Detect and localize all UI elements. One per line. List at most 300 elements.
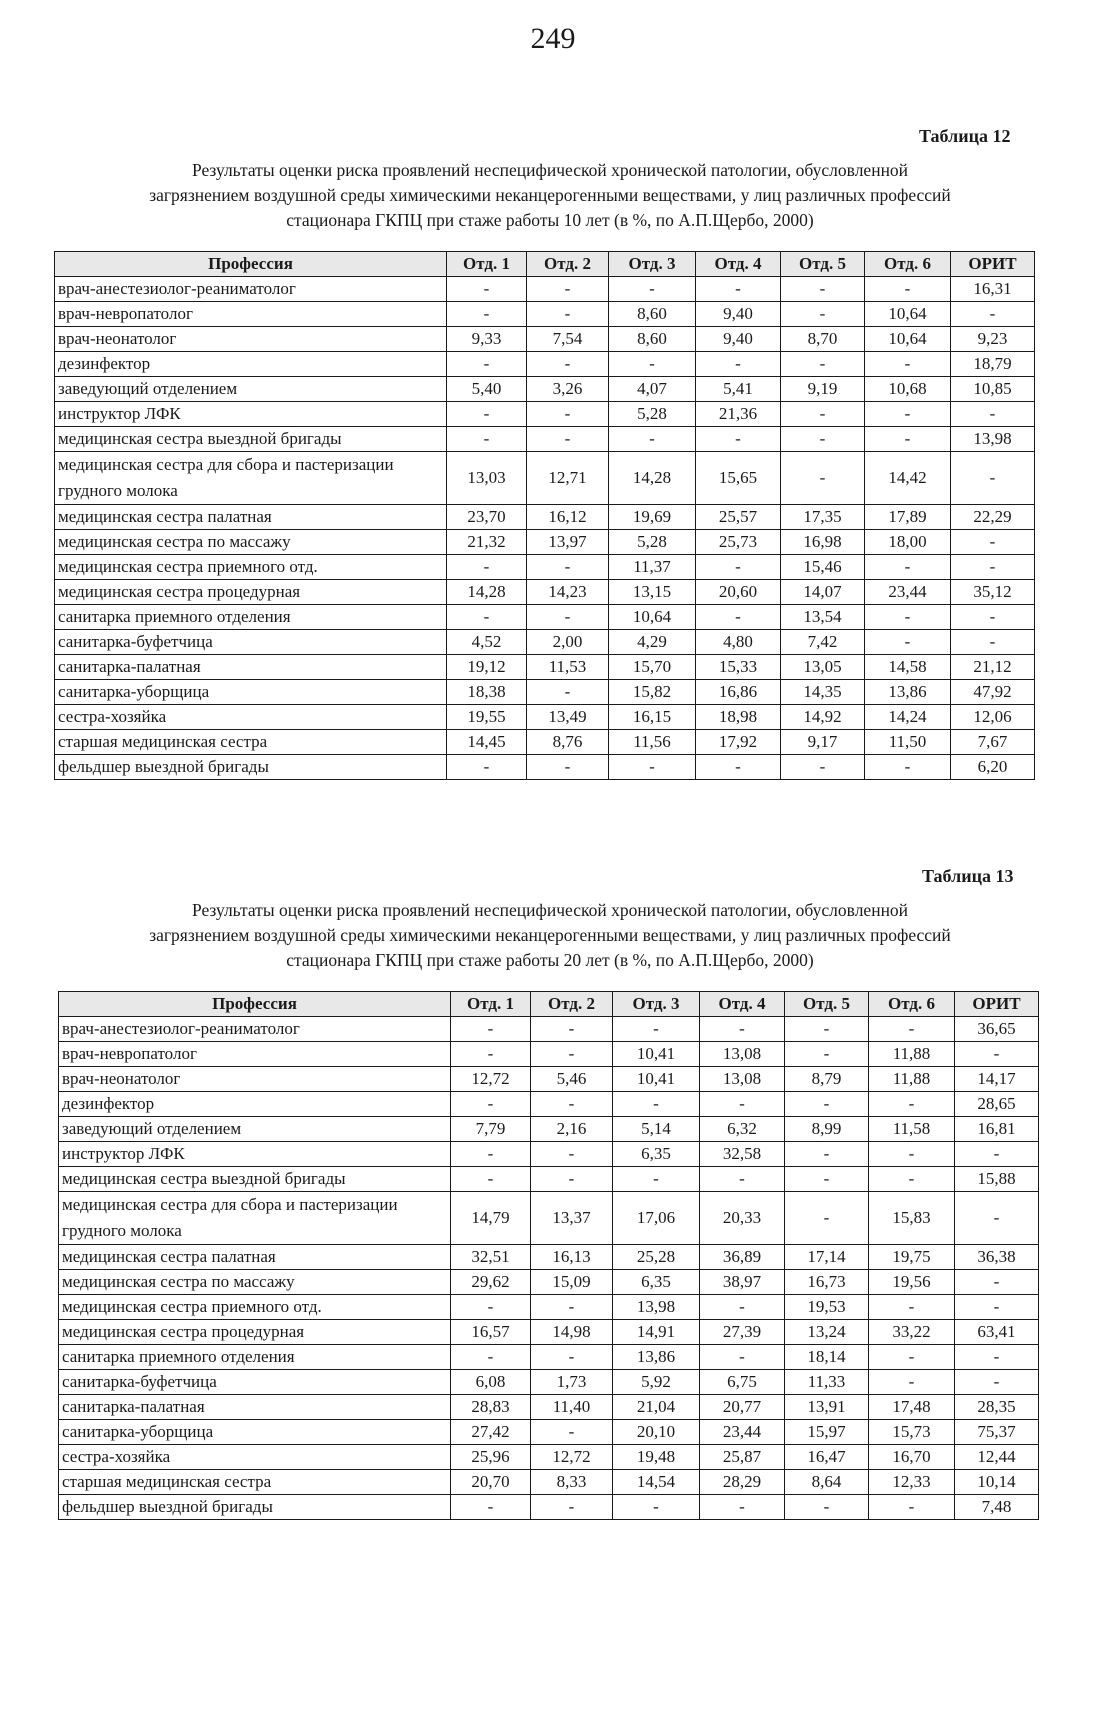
value-cell: 33,22 <box>869 1320 955 1345</box>
value-cell: 19,48 <box>613 1445 700 1470</box>
value-cell: 20,70 <box>451 1470 531 1495</box>
value-cell: 5,28 <box>609 530 696 555</box>
value-cell: 15,82 <box>609 680 696 705</box>
value-cell: 13,86 <box>865 680 951 705</box>
value-cell: 13,05 <box>781 655 865 680</box>
value-cell: 14,28 <box>447 580 527 605</box>
value-cell: - <box>527 277 609 302</box>
value-cell: - <box>609 755 696 780</box>
value-cell: 23,44 <box>865 580 951 605</box>
caption-line: Результаты оценки риска проявлений неспецифической хронической патологии, обусловленной <box>191 900 909 920</box>
profession-cell: санитарка-палатная <box>55 655 447 680</box>
value-cell: 19,12 <box>447 655 527 680</box>
value-cell: - <box>785 1142 869 1167</box>
value-cell: - <box>527 302 609 327</box>
table-row <box>59 1345 1039 1370</box>
value-cell: 16,12 <box>527 505 609 530</box>
value-cell: 5,46 <box>531 1067 613 1092</box>
value-cell: 15,97 <box>785 1420 869 1445</box>
value-cell: - <box>951 452 1035 505</box>
profession-cell: санитарка-буфетчица <box>59 1370 451 1395</box>
value-cell: - <box>531 1495 613 1520</box>
value-cell: - <box>781 427 865 452</box>
value-cell: 13,98 <box>951 427 1035 452</box>
value-cell: 12,72 <box>531 1445 613 1470</box>
value-cell: 19,69 <box>609 505 696 530</box>
value-cell: 17,89 <box>865 505 951 530</box>
value-cell: - <box>955 1270 1039 1295</box>
value-cell: - <box>531 1142 613 1167</box>
profession-cell: медицинская сестра процедурная <box>59 1320 451 1345</box>
value-cell: - <box>869 1370 955 1395</box>
value-cell: 13,54 <box>781 605 865 630</box>
value-cell: 14,42 <box>865 452 951 505</box>
value-cell: - <box>955 1142 1039 1167</box>
value-cell: 8,33 <box>531 1470 613 1495</box>
table-row <box>59 1370 1039 1395</box>
value-cell: - <box>865 427 951 452</box>
value-cell: 11,37 <box>609 555 696 580</box>
profession-cell: санитарка-уборщица <box>59 1420 451 1445</box>
value-cell: - <box>955 1042 1039 1067</box>
profession-cell: медицинская сестра процедурная <box>55 580 447 605</box>
table-row <box>55 755 1035 780</box>
value-cell: - <box>869 1345 955 1370</box>
value-cell: 16,86 <box>696 680 781 705</box>
value-cell: - <box>865 755 951 780</box>
value-cell: 8,79 <box>785 1067 869 1092</box>
table-row <box>59 1470 1039 1495</box>
value-cell: 4,07 <box>609 377 696 402</box>
value-cell: - <box>700 1017 785 1042</box>
value-cell: 10,64 <box>865 327 951 352</box>
value-cell: 32,51 <box>451 1245 531 1270</box>
value-cell: 28,83 <box>451 1395 531 1420</box>
table-row <box>59 1142 1039 1167</box>
value-cell: 16,98 <box>781 530 865 555</box>
value-cell: 11,88 <box>869 1042 955 1067</box>
value-cell: - <box>955 1370 1039 1395</box>
value-cell: 15,70 <box>609 655 696 680</box>
table-row <box>59 1117 1039 1142</box>
value-cell: - <box>451 1295 531 1320</box>
table-row <box>55 605 1035 630</box>
value-cell: - <box>451 1092 531 1117</box>
value-cell: - <box>531 1042 613 1067</box>
profession-cell: врач-анестезиолог-реаниматолог <box>55 277 447 302</box>
value-cell: 18,98 <box>696 705 781 730</box>
value-cell: - <box>869 1142 955 1167</box>
value-cell: 9,33 <box>447 327 527 352</box>
value-cell: - <box>451 1142 531 1167</box>
value-cell: - <box>865 402 951 427</box>
value-cell: - <box>451 1167 531 1192</box>
value-cell: - <box>869 1167 955 1192</box>
value-cell: 36,38 <box>955 1245 1039 1270</box>
column-header: Отд. 3 <box>613 992 700 1017</box>
profession-cell: старшая медицинская сестра <box>55 730 447 755</box>
value-cell: 15,73 <box>869 1420 955 1445</box>
value-cell: 15,33 <box>696 655 781 680</box>
value-cell: 17,92 <box>696 730 781 755</box>
value-cell: - <box>531 1017 613 1042</box>
value-cell: 16,73 <box>785 1270 869 1295</box>
value-cell: 14,45 <box>447 730 527 755</box>
value-cell: - <box>785 1017 869 1042</box>
value-cell: - <box>447 302 527 327</box>
table-row <box>55 327 1035 352</box>
table-row <box>55 555 1035 580</box>
table-row <box>59 1092 1039 1117</box>
profession-cell: санитарка-буфетчица <box>55 630 447 655</box>
value-cell: 27,42 <box>451 1420 531 1445</box>
value-cell: 6,35 <box>613 1270 700 1295</box>
table-13 <box>58 991 1039 1520</box>
value-cell: - <box>531 1167 613 1192</box>
table-row <box>55 530 1035 555</box>
value-cell: 15,88 <box>955 1167 1039 1192</box>
value-cell: - <box>531 1345 613 1370</box>
value-cell: 7,48 <box>955 1495 1039 1520</box>
value-cell: 21,12 <box>951 655 1035 680</box>
value-cell: 8,64 <box>785 1470 869 1495</box>
value-cell: - <box>609 352 696 377</box>
value-cell: 32,58 <box>700 1142 785 1167</box>
profession-cell: врач-неонатолог <box>59 1067 451 1092</box>
value-cell: 23,70 <box>447 505 527 530</box>
value-cell: 17,06 <box>613 1192 700 1245</box>
profession-cell: медицинская сестра выездной бригады <box>55 427 447 452</box>
value-cell: - <box>696 277 781 302</box>
value-cell: 14,24 <box>865 705 951 730</box>
profession-cell: фельдшер выездной бригады <box>59 1495 451 1520</box>
value-cell: - <box>451 1017 531 1042</box>
table-row <box>55 705 1035 730</box>
value-cell: 10,64 <box>609 605 696 630</box>
value-cell: 36,65 <box>955 1017 1039 1042</box>
value-cell: 12,71 <box>527 452 609 505</box>
profession-cell: сестра-хозяйка <box>59 1445 451 1470</box>
value-cell: - <box>951 605 1035 630</box>
column-header: Отд. 2 <box>527 252 609 277</box>
value-cell: 28,29 <box>700 1470 785 1495</box>
value-cell: - <box>781 452 865 505</box>
value-cell: 36,89 <box>700 1245 785 1270</box>
value-cell: 11,40 <box>531 1395 613 1420</box>
value-cell: - <box>869 1017 955 1042</box>
value-cell: 15,46 <box>781 555 865 580</box>
value-cell: 13,03 <box>447 452 527 505</box>
value-cell: - <box>527 605 609 630</box>
value-cell: - <box>951 530 1035 555</box>
column-header: Отд. 4 <box>696 252 781 277</box>
profession-cell: медицинская сестра для сбора и пастеризации грудного молока <box>59 1192 451 1245</box>
profession-cell: заведующий отделением <box>55 377 447 402</box>
value-cell: - <box>781 302 865 327</box>
value-cell: 13,49 <box>527 705 609 730</box>
value-cell: 5,14 <box>613 1117 700 1142</box>
profession-cell: медицинская сестра палатная <box>59 1245 451 1270</box>
value-cell: 9,40 <box>696 327 781 352</box>
value-cell: 18,00 <box>865 530 951 555</box>
value-cell: - <box>955 1192 1039 1245</box>
value-cell: 17,48 <box>869 1395 955 1420</box>
profession-cell: фельдшер выездной бригады <box>55 755 447 780</box>
value-cell: - <box>613 1017 700 1042</box>
caption-line: стационара ГКПЦ при стаже работы 10 лет (в %, по А.П.Щербо, 2000) <box>286 210 814 230</box>
profession-cell: дезинфектор <box>59 1092 451 1117</box>
value-cell: 8,60 <box>609 302 696 327</box>
value-cell: 14,07 <box>781 580 865 605</box>
value-cell: 13,97 <box>527 530 609 555</box>
value-cell: 14,58 <box>865 655 951 680</box>
value-cell: 25,96 <box>451 1445 531 1470</box>
profession-cell: сестра-хозяйка <box>55 705 447 730</box>
value-cell: 6,75 <box>700 1370 785 1395</box>
column-header: ОРИТ <box>951 252 1035 277</box>
value-cell: 25,57 <box>696 505 781 530</box>
value-cell: 10,85 <box>951 377 1035 402</box>
column-header: Отд. 6 <box>869 992 955 1017</box>
value-cell: - <box>865 277 951 302</box>
value-cell: - <box>785 1092 869 1117</box>
profession-cell: медицинская сестра по массажу <box>55 530 447 555</box>
value-cell: 10,64 <box>865 302 951 327</box>
value-cell: 47,92 <box>951 680 1035 705</box>
value-cell: - <box>955 1295 1039 1320</box>
table-row <box>55 352 1035 377</box>
value-cell: - <box>613 1167 700 1192</box>
value-cell: - <box>527 352 609 377</box>
profession-cell: старшая медицинская сестра <box>59 1470 451 1495</box>
value-cell: - <box>869 1495 955 1520</box>
table-row <box>59 1042 1039 1067</box>
profession-cell: врач-невропатолог <box>59 1042 451 1067</box>
table-row <box>55 452 1035 505</box>
value-cell: 13,08 <box>700 1042 785 1067</box>
table-12-label: Таблица 12 <box>919 126 1011 146</box>
value-cell: - <box>527 555 609 580</box>
value-cell: 5,28 <box>609 402 696 427</box>
value-cell: - <box>447 277 527 302</box>
table-row <box>59 1192 1039 1245</box>
value-cell: 16,15 <box>609 705 696 730</box>
value-cell: - <box>781 277 865 302</box>
value-cell: - <box>613 1495 700 1520</box>
table-row <box>59 1017 1039 1042</box>
value-cell: - <box>951 402 1035 427</box>
value-cell: - <box>700 1295 785 1320</box>
value-cell: - <box>451 1495 531 1520</box>
value-cell: 13,24 <box>785 1320 869 1345</box>
value-cell: 16,47 <box>785 1445 869 1470</box>
value-cell: 7,79 <box>451 1117 531 1142</box>
value-cell: 16,13 <box>531 1245 613 1270</box>
value-cell: 14,54 <box>613 1470 700 1495</box>
value-cell: 25,87 <box>700 1445 785 1470</box>
value-cell: 18,14 <box>785 1345 869 1370</box>
value-cell: 13,91 <box>785 1395 869 1420</box>
value-cell: 11,50 <box>865 730 951 755</box>
value-cell: - <box>527 427 609 452</box>
profession-cell: санитарка-уборщица <box>55 680 447 705</box>
value-cell: 14,98 <box>531 1320 613 1345</box>
value-cell: 19,56 <box>869 1270 955 1295</box>
value-cell: - <box>865 555 951 580</box>
value-cell: - <box>527 755 609 780</box>
value-cell: 6,08 <box>451 1370 531 1395</box>
column-header: Отд. 3 <box>609 252 696 277</box>
table-13-label: Таблица 13 <box>922 866 1014 886</box>
value-cell: 1,73 <box>531 1370 613 1395</box>
value-cell: - <box>785 1495 869 1520</box>
column-header: ОРИТ <box>955 992 1039 1017</box>
value-cell: 18,38 <box>447 680 527 705</box>
value-cell: 8,99 <box>785 1117 869 1142</box>
table-row <box>55 505 1035 530</box>
table-row <box>59 1445 1039 1470</box>
value-cell: - <box>613 1092 700 1117</box>
value-cell: 11,33 <box>785 1370 869 1395</box>
table-row <box>55 680 1035 705</box>
value-cell: 10,14 <box>955 1470 1039 1495</box>
value-cell: 35,12 <box>951 580 1035 605</box>
table-row <box>55 427 1035 452</box>
value-cell: - <box>781 402 865 427</box>
value-cell: 13,08 <box>700 1067 785 1092</box>
value-cell: - <box>447 555 527 580</box>
value-cell: 16,31 <box>951 277 1035 302</box>
value-cell: 5,40 <box>447 377 527 402</box>
table-13-caption <box>70 898 1030 973</box>
profession-cell: дезинфектор <box>55 352 447 377</box>
value-cell: 8,70 <box>781 327 865 352</box>
value-cell: - <box>700 1167 785 1192</box>
value-cell: 10,68 <box>865 377 951 402</box>
value-cell: 4,29 <box>609 630 696 655</box>
value-cell: - <box>865 630 951 655</box>
value-cell: - <box>785 1192 869 1245</box>
value-cell: 7,67 <box>951 730 1035 755</box>
value-cell: - <box>609 277 696 302</box>
value-cell: - <box>700 1092 785 1117</box>
value-cell: - <box>451 1042 531 1067</box>
value-cell: 18,79 <box>951 352 1035 377</box>
value-cell: - <box>865 605 951 630</box>
profession-cell: санитарка приемного отделения <box>55 605 447 630</box>
column-header: Отд. 5 <box>781 252 865 277</box>
value-cell: 27,39 <box>700 1320 785 1345</box>
profession-cell: медицинская сестра для сбора и пастеризации грудного молока <box>55 452 447 505</box>
table-row <box>59 1320 1039 1345</box>
table-header-row <box>55 252 1035 277</box>
value-cell: 29,62 <box>451 1270 531 1295</box>
value-cell: 11,58 <box>869 1117 955 1142</box>
value-cell: 6,32 <box>700 1117 785 1142</box>
value-cell: 9,40 <box>696 302 781 327</box>
value-cell: 13,37 <box>531 1192 613 1245</box>
value-cell: 22,29 <box>951 505 1035 530</box>
value-cell: - <box>447 352 527 377</box>
value-cell: - <box>696 352 781 377</box>
column-header: Отд. 1 <box>451 992 531 1017</box>
profession-cell: врач-неонатолог <box>55 327 447 352</box>
value-cell: 15,83 <box>869 1192 955 1245</box>
value-cell: 2,00 <box>527 630 609 655</box>
table-12-caption <box>70 158 1030 233</box>
value-cell: 23,44 <box>700 1420 785 1445</box>
profession-cell: врач-невропатолог <box>55 302 447 327</box>
caption-line: загрязнением воздушной среды химическими неканцерогенными веществами, у лиц различных профессий <box>149 185 951 205</box>
profession-cell: медицинская сестра приемного отд. <box>59 1295 451 1320</box>
value-cell: 5,41 <box>696 377 781 402</box>
profession-cell: медицинская сестра по массажу <box>59 1270 451 1295</box>
profession-cell: врач-анестезиолог-реаниматолог <box>59 1017 451 1042</box>
value-cell: 19,75 <box>869 1245 955 1270</box>
value-cell: 20,77 <box>700 1395 785 1420</box>
table-row <box>59 1067 1039 1092</box>
value-cell: - <box>531 1092 613 1117</box>
value-cell: 16,81 <box>955 1117 1039 1142</box>
value-cell: - <box>447 605 527 630</box>
value-cell: - <box>781 755 865 780</box>
value-cell: 14,91 <box>613 1320 700 1345</box>
profession-cell: заведующий отделением <box>59 1117 451 1142</box>
value-cell: 10,41 <box>613 1067 700 1092</box>
value-cell: - <box>951 630 1035 655</box>
profession-cell: инструктор ЛФК <box>55 402 447 427</box>
table-row <box>55 402 1035 427</box>
profession-cell: санитарка приемного отделения <box>59 1345 451 1370</box>
table-row <box>59 1295 1039 1320</box>
value-cell: 63,41 <box>955 1320 1039 1345</box>
value-cell: 14,92 <box>781 705 865 730</box>
table-row <box>59 1395 1039 1420</box>
caption-line: загрязнением воздушной среды химическими неканцерогенными веществами, у лиц различных профессий <box>149 925 951 945</box>
value-cell: 14,28 <box>609 452 696 505</box>
value-cell: 6,20 <box>951 755 1035 780</box>
value-cell: - <box>447 755 527 780</box>
value-cell: 16,57 <box>451 1320 531 1345</box>
value-cell: - <box>785 1042 869 1067</box>
value-cell: 28,35 <box>955 1395 1039 1420</box>
value-cell: 16,70 <box>869 1445 955 1470</box>
value-cell: 3,26 <box>527 377 609 402</box>
value-cell: - <box>447 402 527 427</box>
caption-line: стационара ГКПЦ при стаже работы 20 лет (в %, по А.П.Щербо, 2000) <box>286 950 814 970</box>
profession-cell: медицинская сестра приемного отд. <box>55 555 447 580</box>
table-header-row <box>59 992 1039 1017</box>
value-cell: 7,54 <box>527 327 609 352</box>
value-cell: - <box>869 1295 955 1320</box>
value-cell: 25,28 <box>613 1245 700 1270</box>
column-header-profession: Профессия <box>59 992 451 1017</box>
value-cell: 14,17 <box>955 1067 1039 1092</box>
value-cell: 17,14 <box>785 1245 869 1270</box>
value-cell: 17,35 <box>781 505 865 530</box>
value-cell: - <box>531 1420 613 1445</box>
table-12 <box>54 251 1035 780</box>
value-cell: 11,56 <box>609 730 696 755</box>
value-cell: 14,79 <box>451 1192 531 1245</box>
value-cell: - <box>531 1295 613 1320</box>
value-cell: 38,97 <box>700 1270 785 1295</box>
value-cell: 8,60 <box>609 327 696 352</box>
table-row <box>55 655 1035 680</box>
value-cell: 14,23 <box>527 580 609 605</box>
caption-line: Результаты оценки риска проявлений неспецифической хронической патологии, обусловленной <box>191 160 909 180</box>
table-row <box>59 1495 1039 1520</box>
